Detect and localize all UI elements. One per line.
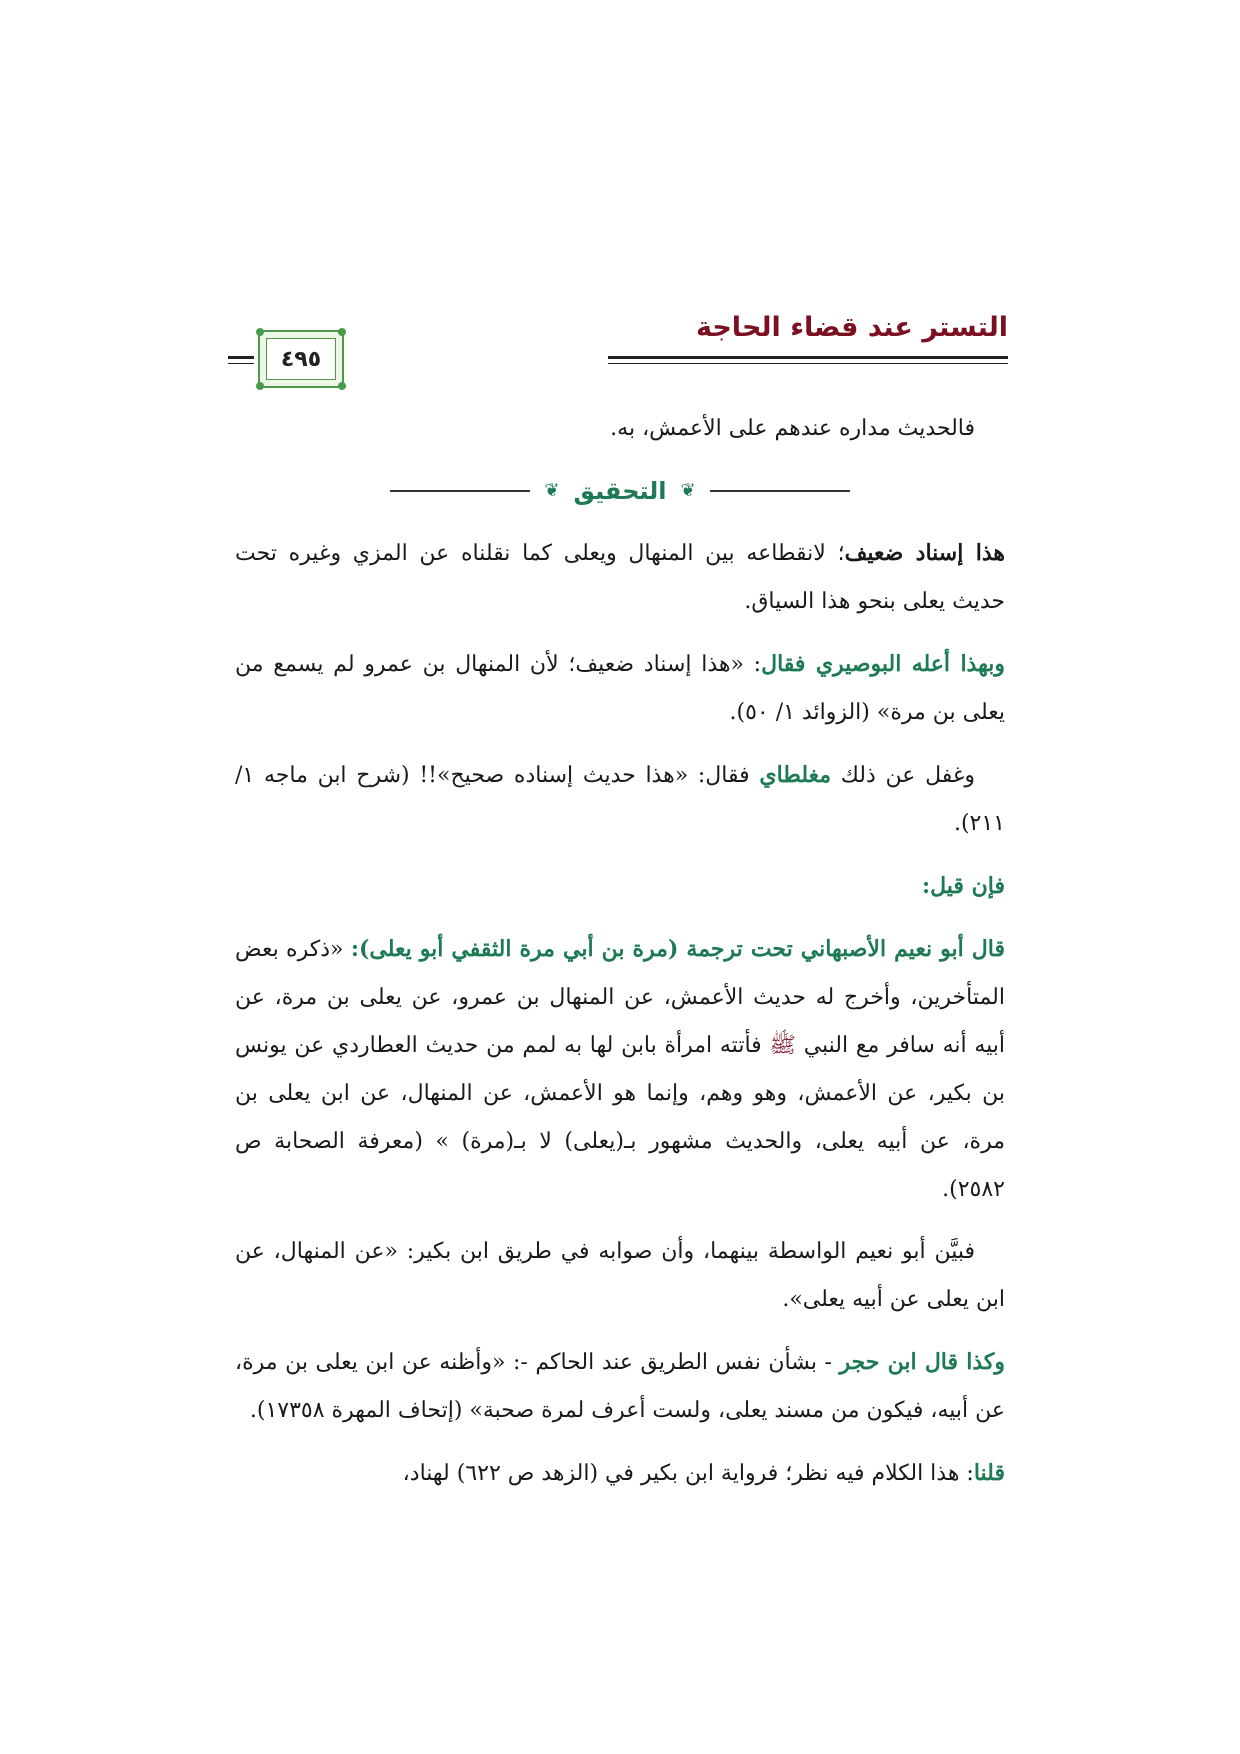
highlighted-name: مغلطاي (759, 762, 831, 788)
paragraph-lead: قلنا (973, 1460, 1005, 1486)
page-number: ٤٩٥ (280, 346, 322, 372)
paragraph (235, 925, 1005, 1214)
page-number-frame (266, 338, 336, 380)
divider-line (710, 490, 850, 492)
paragraph-text: ؛ لانقطاعه بين المنهال ويعلى كما نقلناه عن المزي وغيره تحت حديث يعلى بنحو هذا السياق. (235, 541, 1005, 614)
paragraph (235, 1449, 1005, 1498)
paragraph-lead: وكذا قال ابن حجر (839, 1349, 1005, 1375)
chapter-title: التستر عند قضاء الحاجة (695, 312, 1008, 343)
page-number-badge (258, 330, 344, 388)
paragraph (235, 751, 1005, 848)
paragraph-text: : «هذا إسناد ضعيف؛ لأن المنهال بن عمرو لم يسمع من يعلى بن مرة» (الزوائد ١/ ٥٠). (235, 652, 1005, 725)
paragraph-lead: فإن قيل: (922, 873, 1005, 899)
paragraph-text: فقال: «هذا حديث إسناده صحيح»!! (شرح ابن ماجه ١/ ٢١١). (235, 763, 1005, 836)
page-header (228, 312, 1008, 392)
paragraph (235, 405, 1005, 453)
paragraph (235, 529, 1005, 626)
ornament-corner-icon (338, 382, 346, 390)
ornament-icon: ❦ (544, 480, 560, 501)
salawat-icon: ﷺ (769, 1033, 796, 1058)
paragraph (235, 1338, 1005, 1435)
page-body (235, 405, 1005, 1512)
paragraph-lead: هذا إسناد ضعيف (844, 540, 1005, 566)
header-rule-left-thin (228, 363, 254, 364)
ornament-corner-icon (256, 328, 264, 336)
section-title: التحقيق (573, 477, 667, 505)
header-rule (608, 356, 1008, 359)
paragraph-text: فالحديث مداره عندهم على الأعمش، به. (610, 416, 975, 441)
header-rule-left (228, 356, 254, 359)
paragraph-text: وغفل عن ذلك (831, 763, 975, 788)
paragraph (235, 862, 1005, 911)
paragraph-lead: قال أبو نعيم الأصبهاني تحت ترجمة (مرة بن أبي مرة الثقفي أبو يعلى): (350, 936, 1005, 962)
paragraph-text: - بشأن نفس الطريق عند الحاكم -: «وأظنه عن ابن يعلى بن مرة، عن أبيه، فيكون من مسند يعلى، ولست أعرف لمرة صحبة» (إتحاف المهرة ١٧٣٥٨). (235, 1350, 1005, 1423)
paragraph-text: فأتته امرأة بابن لها به لمم من حديث العطاردي عن يونس بن بكير، عن الأعمش، وهو وهم، وإنما هو الأعمش، عن المنهال، عن ابن يعلى بن مرة، عن أبيه يعلى، والحديث مشهور بـ(يعلى) لا بـ(مرة) » (معرفة الصحابة ص ٢٥٨٢). (235, 1033, 1005, 1202)
paragraph-lead: وبهذا أعله البوصيري فقال (761, 651, 1005, 677)
paragraph (235, 1228, 1005, 1324)
section-divider (235, 467, 1005, 515)
ornament-corner-icon (256, 382, 264, 390)
ornament-corner-icon (338, 328, 346, 336)
header-rule-thin (608, 363, 1008, 364)
ornament-icon: ❦ (680, 480, 696, 501)
paragraph (235, 640, 1005, 737)
paragraph-text: : هذا الكلام فيه نظر؛ فرواية ابن بكير في (الزهد ص ٦٢٢) لهناد، (402, 1461, 974, 1486)
divider-line (390, 490, 530, 492)
paragraph-text: «ذكره بعض المتأخرين، وأخرج له حديث الأعمش، عن المنهال بن عمرو، عن يعلى بن مرة، عن أبيه أنه سافر مع النبي (235, 937, 1005, 1058)
paragraph-text: فبيَّن أبو نعيم الواسطة بينهما، وأن صوابه في طريق ابن بكير: «عن المنهال، عن ابن يعلى عن أبيه يعلى». (235, 1239, 1005, 1312)
